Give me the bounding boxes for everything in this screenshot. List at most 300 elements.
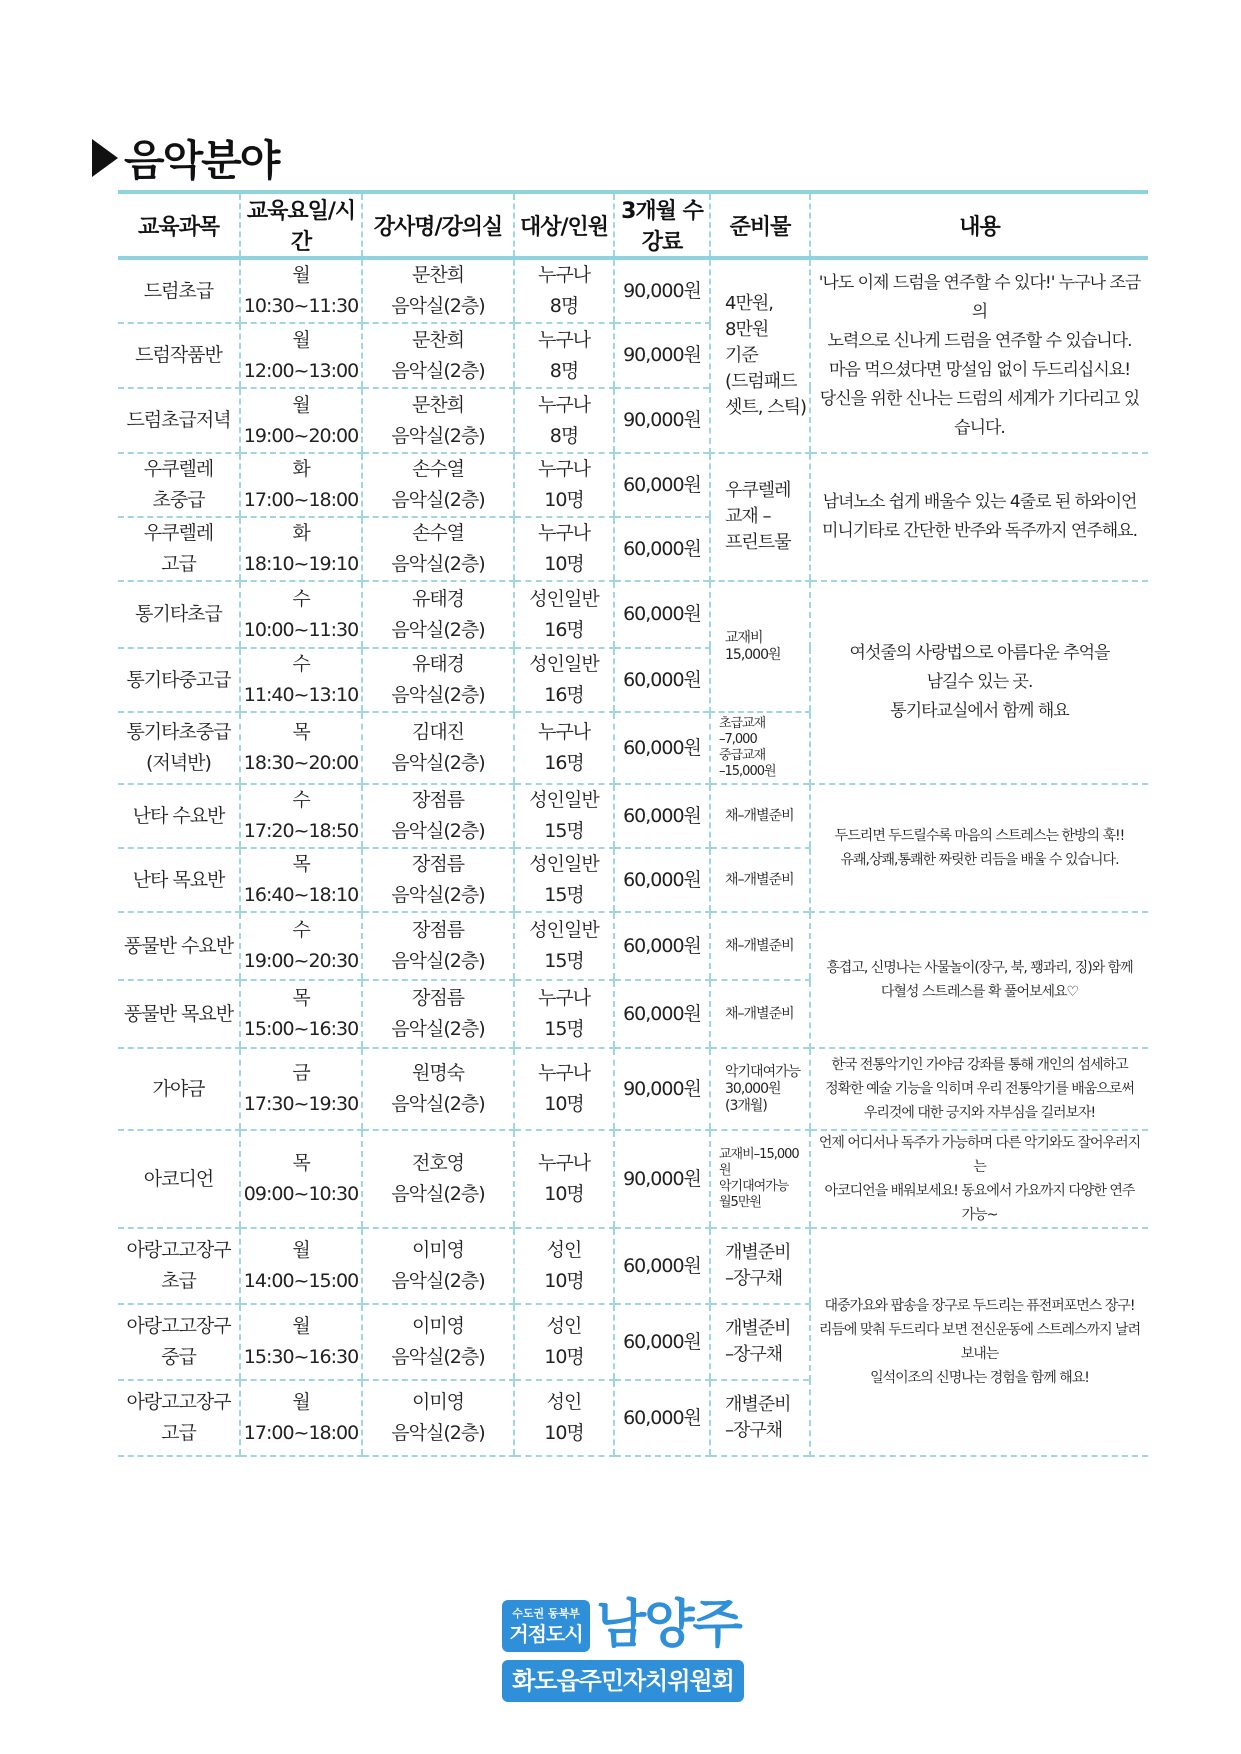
course-fee: 90,000원 [614,1048,710,1130]
namyangju-logo [502,1595,744,1708]
course-target: 누구나 [537,721,591,743]
course-target: 성인일반 [529,587,599,610]
course-target-count [514,388,614,453]
course-materials [710,258,810,453]
course-fee: 90,000원 [614,323,710,388]
table-row [118,1130,1148,1228]
table-row [118,1048,1148,1130]
text-line: 두드리면 두드릴수록 마음의 스트레스는 한방의 훅!! [834,828,1125,844]
course-subject [118,517,240,581]
course-teacher: 손수열 [411,522,465,544]
text-line: 리듬에 맞춰 두드리다 보면 전신운동에 스트레스까지 날려 보내는 [818,1322,1141,1362]
text-line: 여섯줄의 사랑법으로 아름다운 추억을 [849,643,1110,663]
course-teacher-room [362,912,514,980]
course-schedule [240,388,362,453]
course-day: 수 [292,653,310,675]
text-line: 풍물반 목요반 [123,1002,234,1025]
course-day: 월 [292,393,310,416]
course-teacher-room [362,453,514,517]
text-line: 악기대여가능 [725,1063,801,1080]
course-teacher: 문찬희 [411,328,465,351]
course-room: 음악실(2층) [391,752,485,774]
text-line: 개별준비 [725,1394,791,1415]
course-room: 음악실(2층) [391,424,485,447]
course-teacher-room [362,784,514,848]
course-subject [118,784,240,848]
text-line: 풍물반 수요반 [123,934,234,957]
course-target-count [514,1130,614,1228]
text-line: 통기타교실에서 함께 해요 [890,701,1069,721]
text-line: 개별준비 [725,1242,791,1263]
course-teacher: 유태경 [411,653,465,675]
course-subject [118,980,240,1048]
course-schedule [240,1304,362,1380]
course-description [810,581,1148,784]
course-schedule [240,712,362,784]
course-target-count [514,1048,614,1130]
course-target: 성인일반 [529,653,599,675]
course-materials [710,712,810,784]
course-target: 성인일반 [529,853,599,875]
course-subject [118,323,240,388]
course-time: 19:00~20:30 [243,950,359,972]
text-line: 우쿠렐레 [725,480,791,501]
table-row [118,1228,1148,1304]
course-day: 월 [292,264,310,286]
course-time: 09:00~10:30 [243,1183,359,1205]
header-description: 내용 [810,192,1148,258]
course-day: 화 [292,522,310,544]
text-line: 드럼초급저녁 [126,409,231,431]
course-room: 음악실(2층) [391,1346,485,1368]
logo-committee-name: 화도읍주민자치위원회 [502,1660,744,1702]
course-teacher-room [362,581,514,648]
course-teacher: 장점름 [411,789,465,811]
text-line: 아랑고고장구 [126,1239,231,1261]
course-teacher: 이미영 [411,1239,465,1261]
course-target-count [514,1228,614,1304]
course-teacher: 전호영 [411,1152,465,1174]
course-table-body [118,258,1148,1456]
course-teacher: 이미영 [411,1315,465,1337]
text-line: 드럼초급 [143,279,214,302]
text-line: 통기타초급 [135,603,222,625]
course-target: 누구나 [537,264,591,286]
course-day: 목 [292,853,310,875]
course-teacher: 이미영 [411,1391,465,1413]
text-line: 난타 수요반 [132,804,225,827]
text-line: 프린트물 [725,532,791,553]
course-teacher: 장점름 [411,987,465,1009]
course-schedule [240,648,362,712]
text-line: 난타 목요반 [132,868,225,891]
course-time: 18:30~20:00 [243,752,359,774]
course-day: 수 [292,919,310,941]
text-line: 중급 [161,1346,196,1368]
course-subject [118,848,240,912]
text-line: 아코디언 [143,1167,214,1190]
course-target-count [514,581,614,648]
course-time: 17:00~18:00 [243,1422,359,1444]
header-subject: 교육과목 [118,192,240,258]
course-fee: 90,000원 [614,1130,710,1228]
course-target-count [514,912,614,980]
course-count: 10명 [544,489,584,511]
text-line: 고급 [161,553,196,575]
course-materials: 채–개별준비 [710,784,810,848]
text-line: 초급 [161,1270,196,1292]
course-schedule [240,258,362,323]
course-fee: 60,000원 [614,980,710,1048]
course-materials [710,1380,810,1456]
course-teacher-room [362,1228,514,1304]
course-target-count [514,1380,614,1456]
table-row [118,784,1148,848]
text-line: 8만원 [725,319,769,340]
course-schedule [240,323,362,388]
text-line: 흥겹고, 신명나는 사물놀이(장구, 북, 꽹과리, 징)와 함께 [826,960,1133,976]
table-row [118,581,1148,648]
text-line: –장구채 [725,1344,783,1365]
course-count: 15명 [544,1018,584,1040]
text-line: 마음 먹으셨다면 망설임 없이 두드리십시요! [828,360,1131,380]
course-room: 음악실(2층) [391,553,485,575]
course-teacher: 장점름 [411,919,465,941]
course-teacher: 원명숙 [411,1062,465,1084]
course-room: 음악실(2층) [391,1270,485,1292]
text-line: 월5만원 [719,1195,761,1210]
header-teacher-room: 강사명/강의실 [362,192,514,258]
course-description [810,453,1148,581]
course-count: 8명 [549,424,579,447]
course-target-count [514,848,614,912]
course-materials: 채–개별준비 [710,980,810,1048]
section-title-text: 음악분야 [124,136,279,185]
course-subject [118,388,240,453]
text-line: 아랑고고장구 [126,1391,231,1413]
logo-badge-line1: 수도권 동북부 [512,1607,580,1620]
course-time: 11:40~13:10 [243,684,359,706]
course-materials: 채–개별준비 [710,912,810,980]
text-line: 고급 [161,1422,196,1444]
text-line: 가야금 [152,1077,205,1100]
header-schedule: 교육요일/시간 [240,192,362,258]
course-count: 16명 [544,618,584,641]
course-day: 화 [292,458,310,480]
course-teacher-room [362,1048,514,1130]
course-count: 10명 [544,1183,584,1205]
course-subject [118,1380,240,1456]
logo-badge-line2: 거점도시 [509,1622,583,1646]
text-line: 다혈성 스트레스를 확 풀어보세요♡ [880,984,1079,1000]
course-room: 음악실(2층) [391,1018,485,1040]
course-teacher: 문찬희 [411,264,465,286]
course-schedule [240,784,362,848]
course-target-count [514,517,614,581]
course-fee: 60,000원 [614,648,710,712]
course-fee: 60,000원 [614,712,710,784]
course-room: 음악실(2층) [391,489,485,511]
course-subject [118,1130,240,1228]
course-day: 목 [292,1152,310,1174]
text-line: 통기타초중급 [126,721,231,743]
course-day: 월 [292,1315,310,1337]
text-line: –15,000원 [719,764,776,779]
text-line: 초급교재 [719,716,766,731]
course-fee: 60,000원 [614,517,710,581]
header-target-count: 대상/인원 [514,192,614,258]
course-schedule [240,1048,362,1130]
course-target-count [514,258,614,323]
course-time: 10:00~11:30 [243,618,359,641]
course-time: 10:30~11:30 [243,295,359,317]
course-room: 음악실(2층) [391,359,485,382]
course-time: 16:40~18:10 [243,884,359,906]
course-teacher-room [362,517,514,581]
course-table [118,190,1148,1457]
course-teacher-room [362,980,514,1048]
course-target: 성인 [546,1315,582,1337]
course-description [810,1228,1148,1456]
course-day: 금 [292,1062,310,1084]
course-fee: 90,000원 [614,258,710,323]
course-fee: 60,000원 [614,1304,710,1380]
course-description [810,784,1148,912]
course-schedule [240,980,362,1048]
course-room: 음악실(2층) [391,950,485,972]
course-count: 16명 [544,752,584,774]
course-time: 14:00~15:00 [243,1270,359,1292]
course-count: 10명 [544,1093,584,1115]
table-row [118,258,1148,323]
text-line: '나도 이제 드럼을 연주할 수 있다!' 누구나 조금의 [818,273,1141,322]
text-line: 교재 – [725,506,771,527]
course-teacher-room [362,848,514,912]
course-count: 15명 [544,950,584,972]
course-day: 수 [292,789,310,811]
course-day: 월 [292,1391,310,1413]
course-description [810,1048,1148,1130]
course-subject [118,912,240,980]
course-count: 10명 [544,1270,584,1292]
course-time: 18:10~19:10 [243,553,359,575]
course-count: 8명 [549,295,579,317]
course-fee: 60,000원 [614,784,710,848]
text-line: 4만원, [725,293,773,314]
text-line: 기준 [725,345,758,366]
course-materials [710,1048,810,1130]
course-day: 수 [292,587,310,610]
triangle-bullet-icon [92,139,118,177]
course-schedule [240,912,362,980]
course-count: 10명 [544,553,584,575]
text-line: 중급교재 [719,748,766,763]
course-target-count [514,784,614,848]
course-teacher-room [362,1380,514,1456]
course-schedule [240,1130,362,1228]
course-count: 8명 [549,359,579,382]
section-title [92,130,278,186]
course-materials [710,1304,810,1380]
course-fee: 60,000원 [614,581,710,648]
text-line: 아코디언을 배워보세요! 동요에서 가요까지 다양한 연주 가능~ [824,1183,1135,1223]
course-room: 음악실(2층) [391,820,485,842]
course-materials [710,453,810,581]
text-line: 정확한 예술 기능을 익히며 우리 전통악기를 배움으로써 [825,1081,1134,1097]
course-target-count [514,648,614,712]
course-teacher: 장점름 [411,853,465,875]
text-line: (3개월) [725,1097,767,1114]
course-teacher-room [362,712,514,784]
text-line: 우쿠렐레 [143,458,214,480]
course-count: 16명 [544,684,584,706]
text-line: 대중가요와 팝송을 장구로 두드리는 퓨전퍼포먼스 장구! [824,1298,1135,1314]
text-line: –장구채 [725,1420,783,1441]
course-target-count [514,1304,614,1380]
course-target: 누구나 [537,1152,591,1174]
course-fee: 60,000원 [614,848,710,912]
text-line: (저녁반) [146,752,211,774]
text-line: 한국 전통악기인 가야금 강좌를 통해 개인의 섬세하고 [831,1057,1128,1073]
table-row [118,912,1148,980]
text-line: (드럼패드 [725,371,797,392]
course-target: 누구나 [537,522,591,544]
course-target: 누구나 [537,328,591,351]
course-materials [710,1228,810,1304]
course-subject [118,1048,240,1130]
course-subject [118,1228,240,1304]
text-line: 드럼작품반 [135,344,222,366]
text-line: 노력으로 신나게 드럼을 연주할 수 있습니다. [827,331,1132,351]
course-description [810,258,1148,453]
course-room: 음악실(2층) [391,1093,485,1115]
text-line: 일석이조의 신명나는 경험을 함께 해요! [870,1370,1089,1386]
text-line: 우쿠렐레 [143,522,214,544]
course-count: 15명 [544,884,584,906]
course-target: 누구나 [537,393,591,416]
course-time: 17:30~19:30 [243,1093,359,1115]
course-target: 성인 [546,1239,582,1261]
course-fee: 60,000원 [614,453,710,517]
course-teacher: 문찬희 [411,393,465,416]
text-line: 당신을 위한 신나는 드럼의 세계가 기다리고 있습니다. [819,389,1140,438]
course-day: 월 [292,328,310,351]
course-room: 음악실(2층) [391,618,485,641]
text-line: –7,000 [719,732,757,747]
course-schedule [240,453,362,517]
course-target-count [514,453,614,517]
header-fee: 3개월 수강료 [614,192,710,258]
course-schedule [240,1380,362,1456]
course-target: 누구나 [537,987,591,1009]
course-time: 19:00~20:00 [243,424,359,447]
course-count: 10명 [544,1422,584,1444]
text-line: 교재비 [725,629,763,646]
course-subject [118,453,240,517]
course-subject [118,581,240,648]
course-count: 15명 [544,820,584,842]
text-line: 아랑고고장구 [126,1315,231,1337]
course-schedule [240,848,362,912]
course-fee: 90,000원 [614,388,710,453]
course-teacher-room [362,258,514,323]
course-fee: 60,000원 [614,912,710,980]
course-target-count [514,980,614,1048]
course-teacher: 유태경 [411,587,465,610]
course-time: 15:30~16:30 [243,1346,359,1368]
text-line: 남녀노소 쉽게 배울수 있는 4줄로 된 하와이언 [822,492,1137,512]
text-line: 유쾌,상쾌,통쾌한 짜릿한 리듬을 배울 수 있습니다. [840,852,1119,868]
text-line: 언제 어디서나 독주가 가능하며 다른 악기와도 잘어우러지는 [818,1135,1141,1175]
course-room: 음악실(2층) [391,1183,485,1205]
course-materials: 채–개별준비 [710,848,810,912]
course-time: 12:00~13:00 [243,359,359,382]
logo-city-name: 남양주 [596,1595,741,1655]
course-target-count [514,323,614,388]
course-teacher-room [362,1130,514,1228]
text-line: 교재비–15,000원 [719,1147,799,1178]
table-header-row [118,192,1148,258]
course-target: 누구나 [537,458,591,480]
course-room: 음악실(2층) [391,295,485,317]
course-schedule [240,517,362,581]
text-line: 통기타중고급 [126,668,231,691]
table-row [118,453,1148,517]
course-teacher: 김대진 [411,721,465,743]
course-count: 10명 [544,1346,584,1368]
course-room: 음악실(2층) [391,884,485,906]
course-materials [710,581,810,712]
course-fee: 60,000원 [614,1380,710,1456]
course-materials [710,1130,810,1228]
course-schedule [240,581,362,648]
course-fee: 60,000원 [614,1228,710,1304]
course-target: 누구나 [537,1062,591,1084]
course-subject [118,712,240,784]
course-day: 목 [292,987,310,1009]
course-teacher-room [362,323,514,388]
course-subject [118,648,240,712]
course-description [810,912,1148,1048]
course-teacher-room [362,648,514,712]
text-line: 악기대여가능 [719,1179,789,1194]
logo-badge [502,1600,590,1652]
course-day: 월 [292,1239,310,1261]
text-line: 15,000원 [725,646,781,663]
course-target: 성인일반 [529,789,599,811]
course-target-count [514,712,614,784]
course-time: 17:00~18:00 [243,489,359,511]
course-schedule [240,1228,362,1304]
course-subject [118,258,240,323]
text-line: 미니기타로 간단한 반주와 독주까지 연주해요. [821,521,1138,541]
course-teacher-room [362,388,514,453]
course-time: 15:00~16:30 [243,1018,359,1040]
text-line: 남길수 있는 곳. [926,672,1033,692]
course-room: 음악실(2층) [391,1422,485,1444]
course-day: 목 [292,721,310,743]
course-subject [118,1304,240,1380]
course-teacher: 손수열 [411,458,465,480]
text-line: 30,000원 [725,1080,781,1097]
course-target: 성인일반 [529,919,599,941]
course-time: 17:20~18:50 [243,820,359,842]
text-line: 우리것에 대한 긍지와 자부심을 길러보자! [863,1105,1096,1121]
header-materials: 준비물 [710,192,810,258]
course-teacher-room [362,1304,514,1380]
text-line: 초중급 [152,489,205,511]
course-room: 음악실(2층) [391,684,485,706]
